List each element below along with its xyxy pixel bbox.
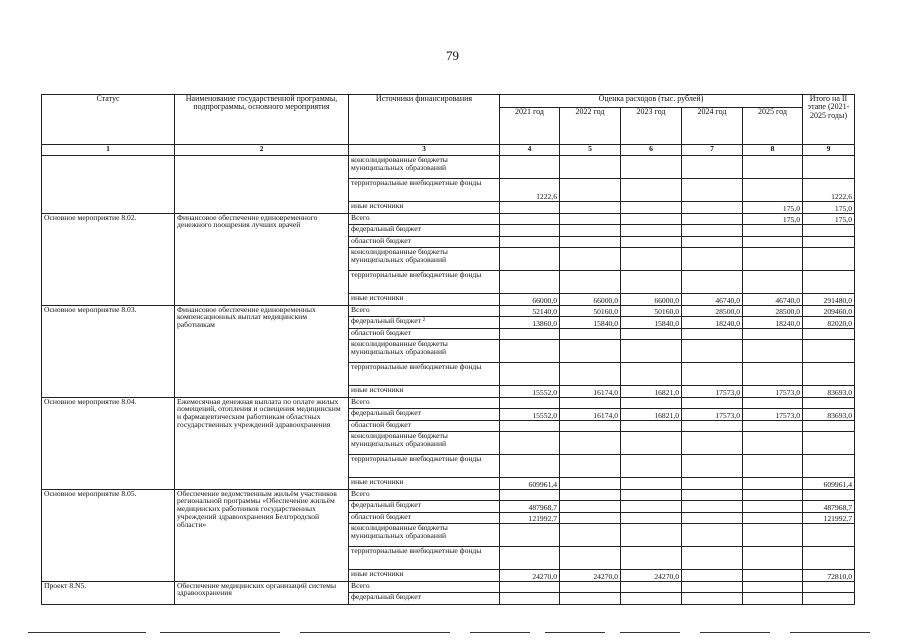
value-cell [743, 340, 803, 363]
status-cell [42, 156, 175, 214]
value-cell [560, 156, 621, 179]
value-cell [560, 225, 621, 237]
name-cell: Финансовое обеспечение единовременных компенсационных выплат медицинским работникам [175, 305, 349, 397]
value-cell: 15552,0 [500, 386, 560, 398]
value-cell [682, 248, 743, 271]
value-cell [621, 271, 682, 294]
value-cell [560, 248, 621, 271]
total-cell [803, 581, 855, 593]
total-cell [803, 271, 855, 294]
value-cell [621, 340, 682, 363]
table-row [42, 581, 855, 593]
value-cell [560, 593, 621, 605]
value-cell [621, 420, 682, 432]
source-cell: федеральный бюджет [349, 593, 500, 605]
value-cell [500, 432, 560, 455]
value-cell: 24270,0 [500, 570, 560, 582]
value-cell [743, 397, 803, 409]
value-cell [621, 547, 682, 570]
column-index: 9 [803, 145, 855, 156]
value-cell [500, 213, 560, 225]
total-cell: 175,0 [803, 202, 855, 214]
value-cell [560, 524, 621, 547]
value-cell: 13860,0 [500, 317, 560, 329]
header-estimate: Оценка расходов (тыс. рублей) [500, 95, 803, 108]
value-cell: 18240,0 [743, 317, 803, 329]
value-cell [560, 581, 621, 593]
value-cell [621, 236, 682, 248]
column-index-row [42, 145, 855, 156]
value-cell [682, 570, 743, 582]
source-cell: консолидированные бюджеты муниципальных образований [349, 432, 500, 455]
value-cell [682, 202, 743, 214]
value-cell: 16174,0 [560, 409, 621, 421]
header-year-2022: 2022 год [560, 108, 621, 145]
source-cell: областной бюджет [349, 328, 500, 340]
value-cell: 66000,0 [560, 294, 621, 306]
name-cell: Обеспечение ведомственным жильём участников региональной программы «Обеспечение жильём медицинских работников государственных учреждений здравоохранения Белгородской области» [175, 489, 349, 581]
value-cell [682, 271, 743, 294]
total-cell [803, 593, 855, 605]
value-cell: 28500,0 [743, 305, 803, 317]
value-cell [743, 512, 803, 524]
source-cell: территориальные внебюджетные фонды [349, 363, 500, 386]
value-cell: 24270,0 [560, 570, 621, 582]
value-cell [560, 328, 621, 340]
source-cell: консолидированные бюджеты муниципальных образований [349, 524, 500, 547]
value-cell [621, 524, 682, 547]
value-cell [743, 236, 803, 248]
value-cell [560, 213, 621, 225]
source-cell: областной бюджет [349, 236, 500, 248]
total-cell [803, 455, 855, 478]
value-cell [682, 225, 743, 237]
value-cell [743, 271, 803, 294]
value-cell: 50160,0 [560, 305, 621, 317]
table-row [42, 489, 855, 501]
value-cell [621, 593, 682, 605]
value-cell [682, 397, 743, 409]
value-cell: 16821,0 [621, 386, 682, 398]
value-cell [621, 156, 682, 179]
value-cell: 28500,0 [682, 305, 743, 317]
header-sources: Источники финансирования [349, 95, 500, 145]
value-cell: 1222,6 [500, 179, 560, 202]
source-cell: Всего [349, 213, 500, 225]
header-year-2021: 2021 год [500, 108, 560, 145]
value-cell [500, 248, 560, 271]
total-cell: 175,0 [803, 213, 855, 225]
total-cell [803, 225, 855, 237]
total-cell: 487968,7 [803, 501, 855, 513]
total-cell [803, 420, 855, 432]
total-cell [803, 397, 855, 409]
value-cell [560, 340, 621, 363]
source-cell: Всего [349, 397, 500, 409]
value-cell [560, 179, 621, 202]
header-year-2023: 2023 год [621, 108, 682, 145]
value-cell: 52140,0 [500, 305, 560, 317]
total-cell [803, 156, 855, 179]
source-cell: федеральный бюджет [349, 225, 500, 237]
value-cell [682, 512, 743, 524]
source-cell: иные источники [349, 478, 500, 490]
status-cell: Основное мероприятие 8.04. [42, 397, 175, 489]
value-cell [500, 397, 560, 409]
value-cell [621, 202, 682, 214]
value-cell [743, 156, 803, 179]
status-cell: Основное мероприятие 8.02. [42, 213, 175, 305]
value-cell [560, 478, 621, 490]
value-cell [500, 489, 560, 501]
total-cell: 72810,0 [803, 570, 855, 582]
value-cell [560, 512, 621, 524]
value-cell [743, 225, 803, 237]
total-cell [803, 248, 855, 271]
value-cell [743, 328, 803, 340]
value-cell [621, 213, 682, 225]
value-cell [621, 489, 682, 501]
column-index: 6 [621, 145, 682, 156]
value-cell [682, 501, 743, 513]
total-cell: 83693,0 [803, 409, 855, 421]
header-name: Наименование государственной программы, подпрограммы, основного мероприятия [175, 95, 349, 145]
value-cell [500, 363, 560, 386]
value-cell: 175,0 [743, 213, 803, 225]
value-cell [500, 236, 560, 248]
column-index: 1 [42, 145, 175, 156]
value-cell [743, 179, 803, 202]
source-cell: Всего [349, 581, 500, 593]
value-cell: 17573,0 [743, 409, 803, 421]
total-cell [803, 236, 855, 248]
total-cell: 1222,6 [803, 179, 855, 202]
value-cell [682, 328, 743, 340]
column-index: 7 [682, 145, 743, 156]
value-cell: 17573,0 [682, 409, 743, 421]
name-cell [175, 156, 349, 214]
value-cell [500, 340, 560, 363]
value-cell: 15840,0 [560, 317, 621, 329]
source-cell: областной бюджет [349, 420, 500, 432]
status-cell: Основное мероприятие 8.05. [42, 489, 175, 581]
column-index: 2 [175, 145, 349, 156]
total-cell: 609961,4 [803, 478, 855, 490]
value-cell [500, 156, 560, 179]
total-cell: 82020,0 [803, 317, 855, 329]
value-cell: 15552,0 [500, 409, 560, 421]
value-cell [621, 501, 682, 513]
value-cell: 66000,0 [500, 294, 560, 306]
value-cell [560, 202, 621, 214]
total-cell [803, 328, 855, 340]
value-cell: 46740,0 [682, 294, 743, 306]
value-cell [682, 432, 743, 455]
value-cell: 18240,0 [682, 317, 743, 329]
value-cell [621, 179, 682, 202]
source-cell: федеральный бюджет ² [349, 317, 500, 329]
header-status: Статус [42, 95, 175, 145]
column-index: 8 [743, 145, 803, 156]
value-cell: 16821,0 [621, 409, 682, 421]
total-cell: 121992,7 [803, 512, 855, 524]
table-row [42, 156, 855, 179]
source-cell: территориальные внебюджетные фонды [349, 179, 500, 202]
value-cell: 24270,0 [621, 570, 682, 582]
value-cell [500, 328, 560, 340]
value-cell: 15840,0 [621, 317, 682, 329]
value-cell: 609961,4 [500, 478, 560, 490]
value-cell [560, 397, 621, 409]
value-cell: 17573,0 [743, 386, 803, 398]
value-cell [500, 225, 560, 237]
source-cell: иные источники [349, 570, 500, 582]
value-cell [743, 593, 803, 605]
value-cell: 487968,7 [500, 501, 560, 513]
value-cell [560, 489, 621, 501]
value-cell [560, 363, 621, 386]
value-cell [500, 524, 560, 547]
value-cell [682, 489, 743, 501]
value-cell [682, 179, 743, 202]
source-cell: иные источники [349, 294, 500, 306]
bottom-rule [0, 632, 905, 634]
value-cell [560, 420, 621, 432]
source-cell: федеральный бюджет [349, 409, 500, 421]
value-cell [743, 455, 803, 478]
value-cell [560, 432, 621, 455]
total-cell: 209460,0 [803, 305, 855, 317]
source-cell: консолидированные бюджеты муниципальных образований [349, 156, 500, 179]
value-cell [743, 420, 803, 432]
value-cell [500, 581, 560, 593]
value-cell [621, 397, 682, 409]
value-cell [560, 271, 621, 294]
name-cell: Финансовое обеспечение единовременного денежного поощрения лучших врачей [175, 213, 349, 305]
value-cell: 66000,0 [621, 294, 682, 306]
table-row [42, 397, 855, 409]
value-cell [621, 455, 682, 478]
value-cell [682, 581, 743, 593]
header-total: Итого на II этапе (2021-2025 годы) [803, 95, 855, 145]
source-cell: территориальные внебюджетные фонды [349, 271, 500, 294]
value-cell [500, 547, 560, 570]
value-cell [682, 593, 743, 605]
total-cell [803, 432, 855, 455]
table-row [42, 305, 855, 317]
total-cell [803, 489, 855, 501]
value-cell [560, 236, 621, 248]
value-cell [743, 432, 803, 455]
source-cell: областной бюджет [349, 512, 500, 524]
expenditure-table [41, 94, 855, 605]
column-index: 5 [560, 145, 621, 156]
table-row [42, 213, 855, 225]
value-cell [743, 501, 803, 513]
name-cell: Ежемесячная денежная выплата по оплате жилых помещений, отопления и освещения медицинским и фармацевтическим работникам областных государственных учреждений здравоохранения [175, 397, 349, 489]
page-number: 79 [446, 48, 459, 63]
value-cell [621, 363, 682, 386]
value-cell [682, 156, 743, 179]
name-cell: Обеспечение медицинских организаций системы здравоохранения [175, 581, 349, 604]
value-cell [500, 202, 560, 214]
value-cell [743, 570, 803, 582]
value-cell [682, 420, 743, 432]
source-cell: Всего [349, 489, 500, 501]
header-year-2024: 2024 год [682, 108, 743, 145]
value-cell [743, 478, 803, 490]
value-cell [682, 363, 743, 386]
value-cell [682, 340, 743, 363]
column-index: 4 [500, 145, 560, 156]
value-cell [682, 213, 743, 225]
value-cell [743, 248, 803, 271]
value-cell [621, 328, 682, 340]
value-cell [560, 501, 621, 513]
status-cell: Основное мероприятие 8.03. [42, 305, 175, 397]
status-cell: Проект 8.N5. [42, 581, 175, 604]
value-cell [743, 363, 803, 386]
source-cell: территориальные внебюджетные фонды [349, 455, 500, 478]
source-cell: федеральный бюджет [349, 501, 500, 513]
value-cell [621, 225, 682, 237]
value-cell: 46740,0 [743, 294, 803, 306]
value-cell [682, 478, 743, 490]
total-cell [803, 547, 855, 570]
value-cell [621, 432, 682, 455]
total-cell [803, 340, 855, 363]
total-cell [803, 363, 855, 386]
value-cell [500, 593, 560, 605]
total-cell: 83693,0 [803, 386, 855, 398]
column-index: 3 [349, 145, 500, 156]
value-cell [500, 271, 560, 294]
value-cell [500, 420, 560, 432]
source-cell: иные источники [349, 202, 500, 214]
value-cell [682, 547, 743, 570]
value-cell: 121992,7 [500, 512, 560, 524]
value-cell: 16174,0 [560, 386, 621, 398]
value-cell [621, 512, 682, 524]
value-cell: 175,0 [743, 202, 803, 214]
source-cell: иные источники [349, 386, 500, 398]
value-cell [682, 524, 743, 547]
source-cell: консолидированные бюджеты муниципальных образований [349, 248, 500, 271]
value-cell [500, 455, 560, 478]
value-cell [743, 524, 803, 547]
value-cell: 17573,0 [682, 386, 743, 398]
value-cell [621, 581, 682, 593]
value-cell [743, 489, 803, 501]
value-cell [682, 455, 743, 478]
total-cell [803, 524, 855, 547]
source-cell: Всего [349, 305, 500, 317]
value-cell [743, 547, 803, 570]
total-cell: 291480,0 [803, 294, 855, 306]
value-cell [621, 478, 682, 490]
source-cell: территориальные внебюджетные фонды [349, 547, 500, 570]
value-cell [743, 581, 803, 593]
value-cell: 50160,0 [621, 305, 682, 317]
source-cell: консолидированные бюджеты муниципальных образований [349, 340, 500, 363]
value-cell [682, 236, 743, 248]
value-cell [560, 547, 621, 570]
header-year-2025: 2025 год [743, 108, 803, 145]
value-cell [560, 455, 621, 478]
value-cell [621, 248, 682, 271]
